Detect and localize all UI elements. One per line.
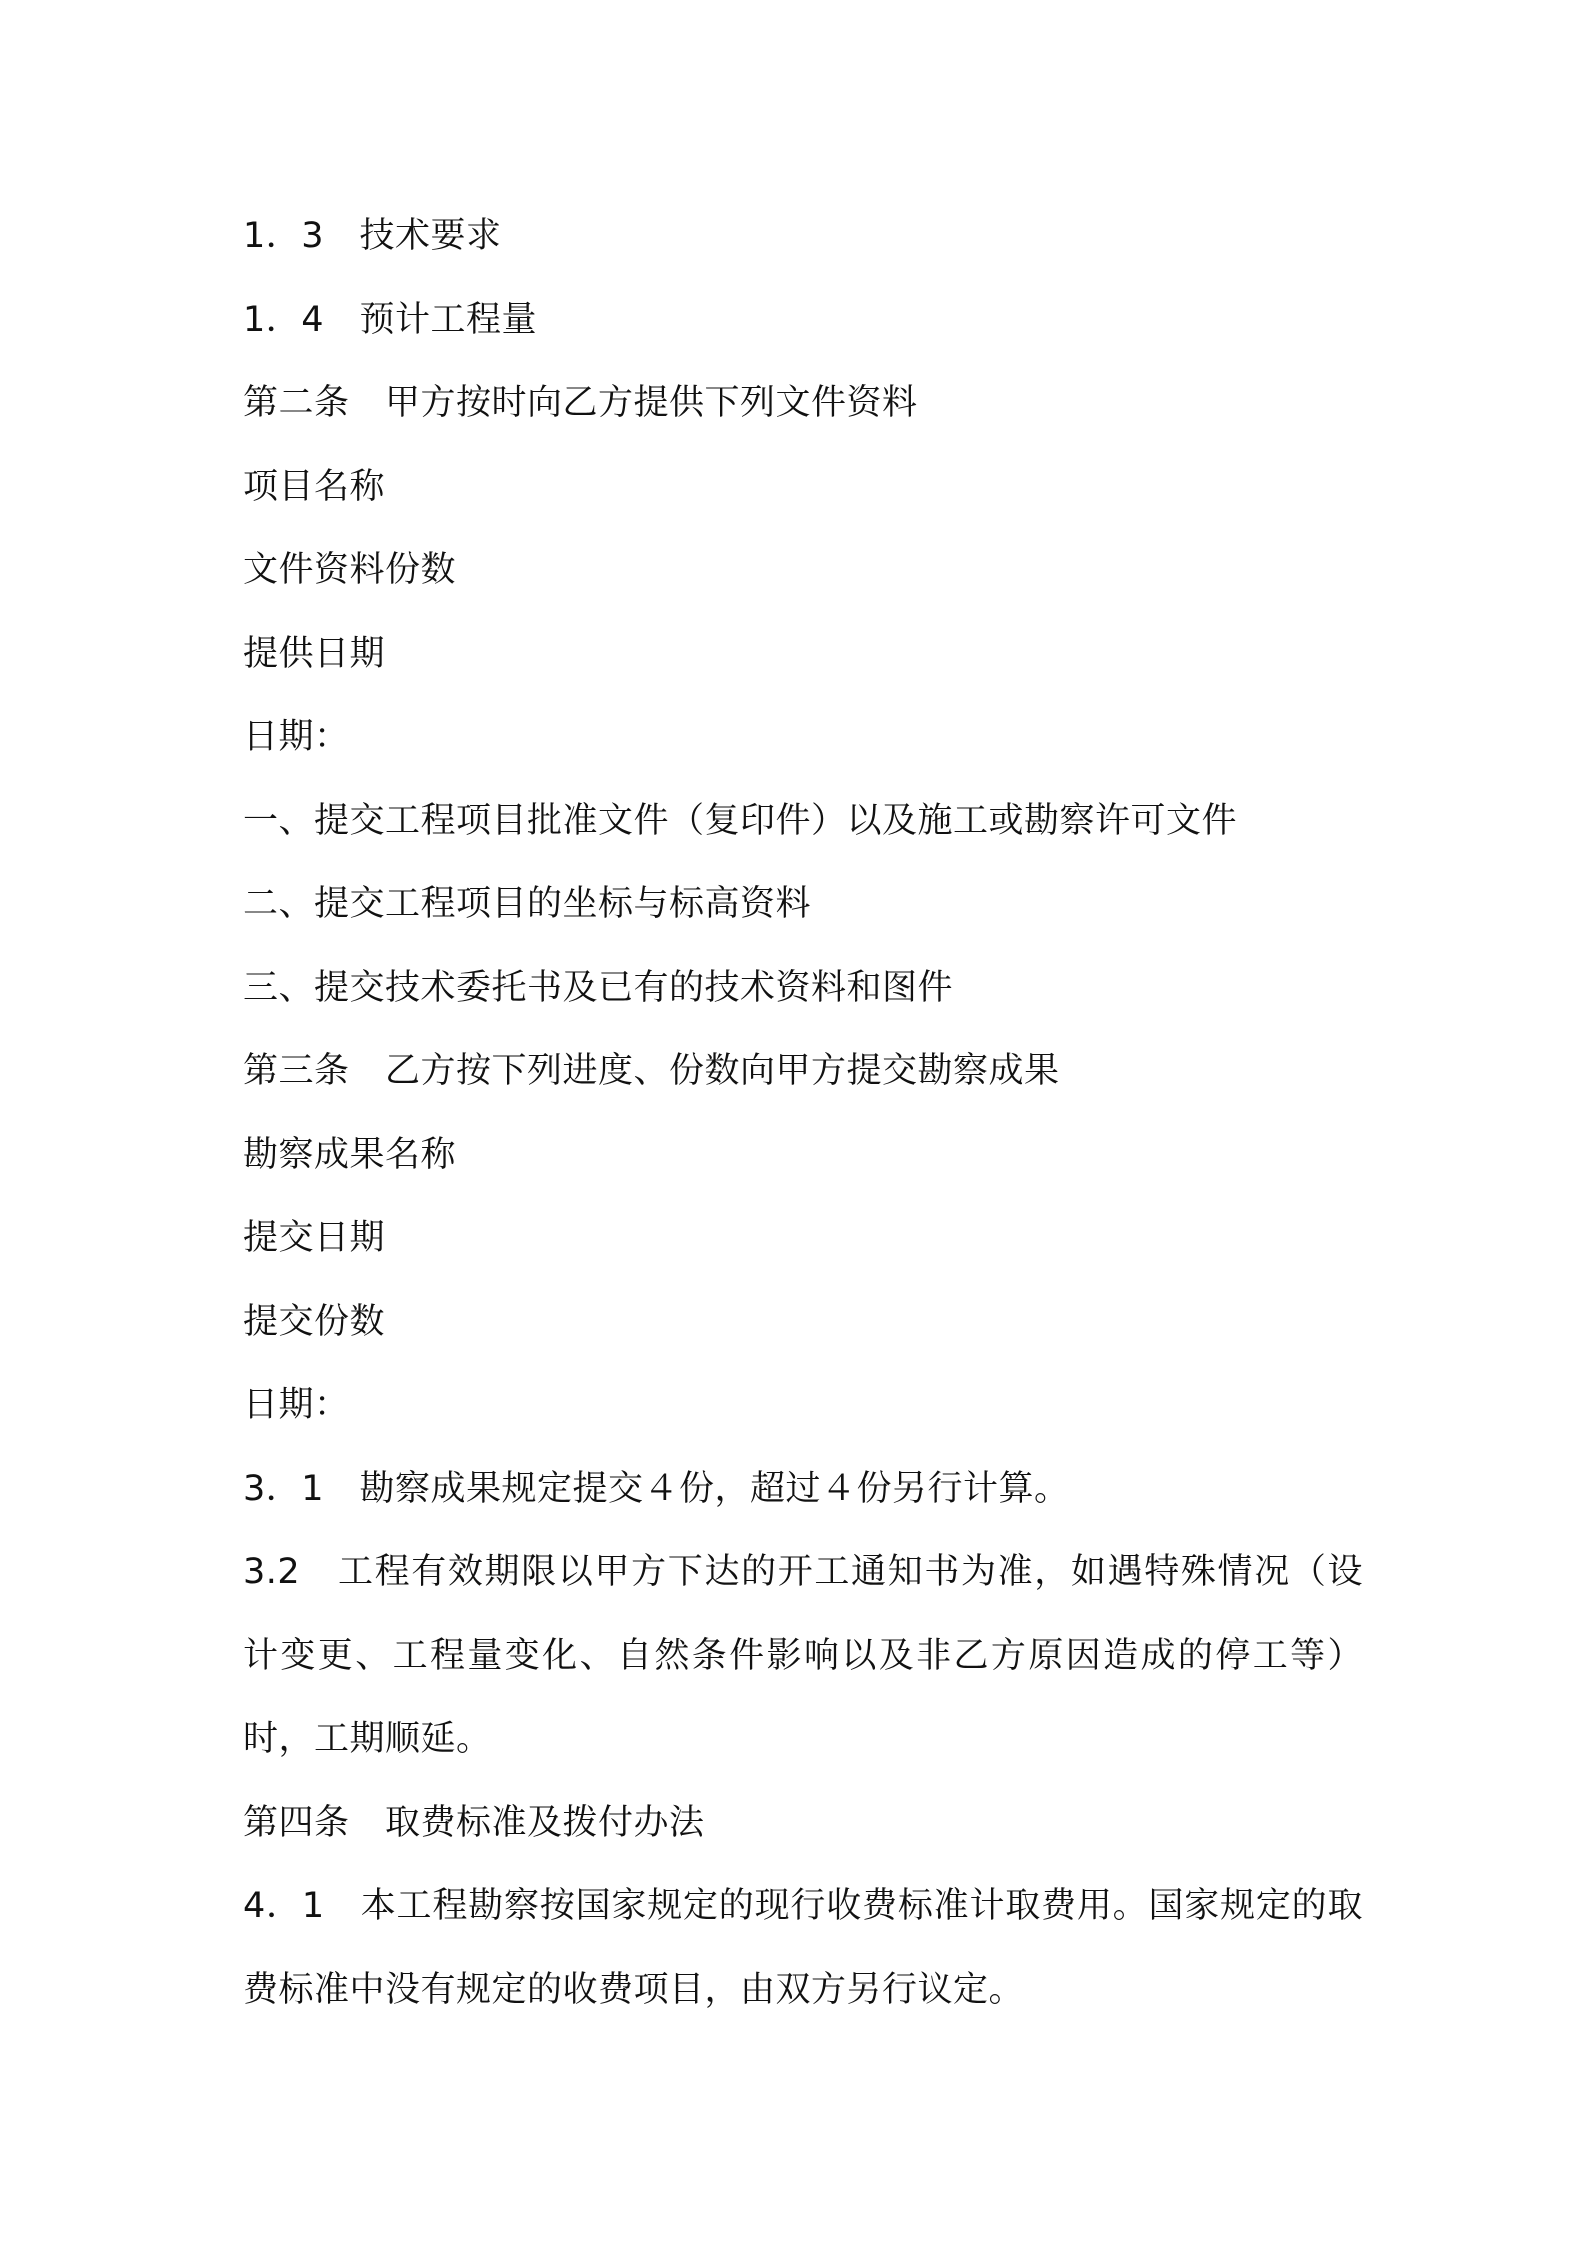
- item-2: 二、提交工程项目的坐标与标高资料: [243, 884, 812, 924]
- field-date-2: 日期：: [243, 1385, 350, 1425]
- field-survey-result-name: 勘察成果名称: [243, 1134, 457, 1175]
- field-submit-copies: 提交份数: [243, 1301, 386, 1342]
- field-date-1: 日期：: [243, 717, 350, 757]
- article-4-title: 第四条 取费标准及拨付办法: [243, 1802, 705, 1843]
- field-document-copies: 文件资料份数: [243, 550, 457, 590]
- heading-1-4: 1．4 预计工程量: [243, 299, 538, 340]
- field-submit-date: 提交日期: [243, 1218, 386, 1258]
- document-body: [243, 195, 1363, 2032]
- heading-1-3: 1．3 技术要求: [243, 216, 502, 256]
- clause-3-1: 3．1 勘察成果规定提交４份，超过４份另行计算。: [243, 1468, 1070, 1509]
- field-project-name: 项目名称: [243, 466, 386, 507]
- item-3: 三、提交技术委托书及已有的技术资料和图件: [243, 967, 954, 1008]
- item-1: 一、提交工程项目批准文件（复印件）以及施工或勘察许可文件: [243, 800, 1238, 841]
- article-2-title: 第二条 甲方按时向乙方提供下列文件资料: [243, 383, 918, 423]
- clause-4-1: 4．1 本工程勘察按国家规定的现行收费标准计取费用。国家规定的取费标准中没有规定的收费项目，由双方另行议定。: [243, 1886, 1363, 2010]
- field-supply-date: 提供日期: [243, 633, 386, 674]
- clause-3-2: 3.2 工程有效期限以甲方下达的开工通知书为准，如遇特殊情况（设计变更、工程量变化、自然条件影响以及非乙方原因造成的停工等）时，工期顺延。: [243, 1552, 1363, 1759]
- article-3-title: 第三条 乙方按下列进度、份数向甲方提交勘察成果: [243, 1051, 1060, 1091]
